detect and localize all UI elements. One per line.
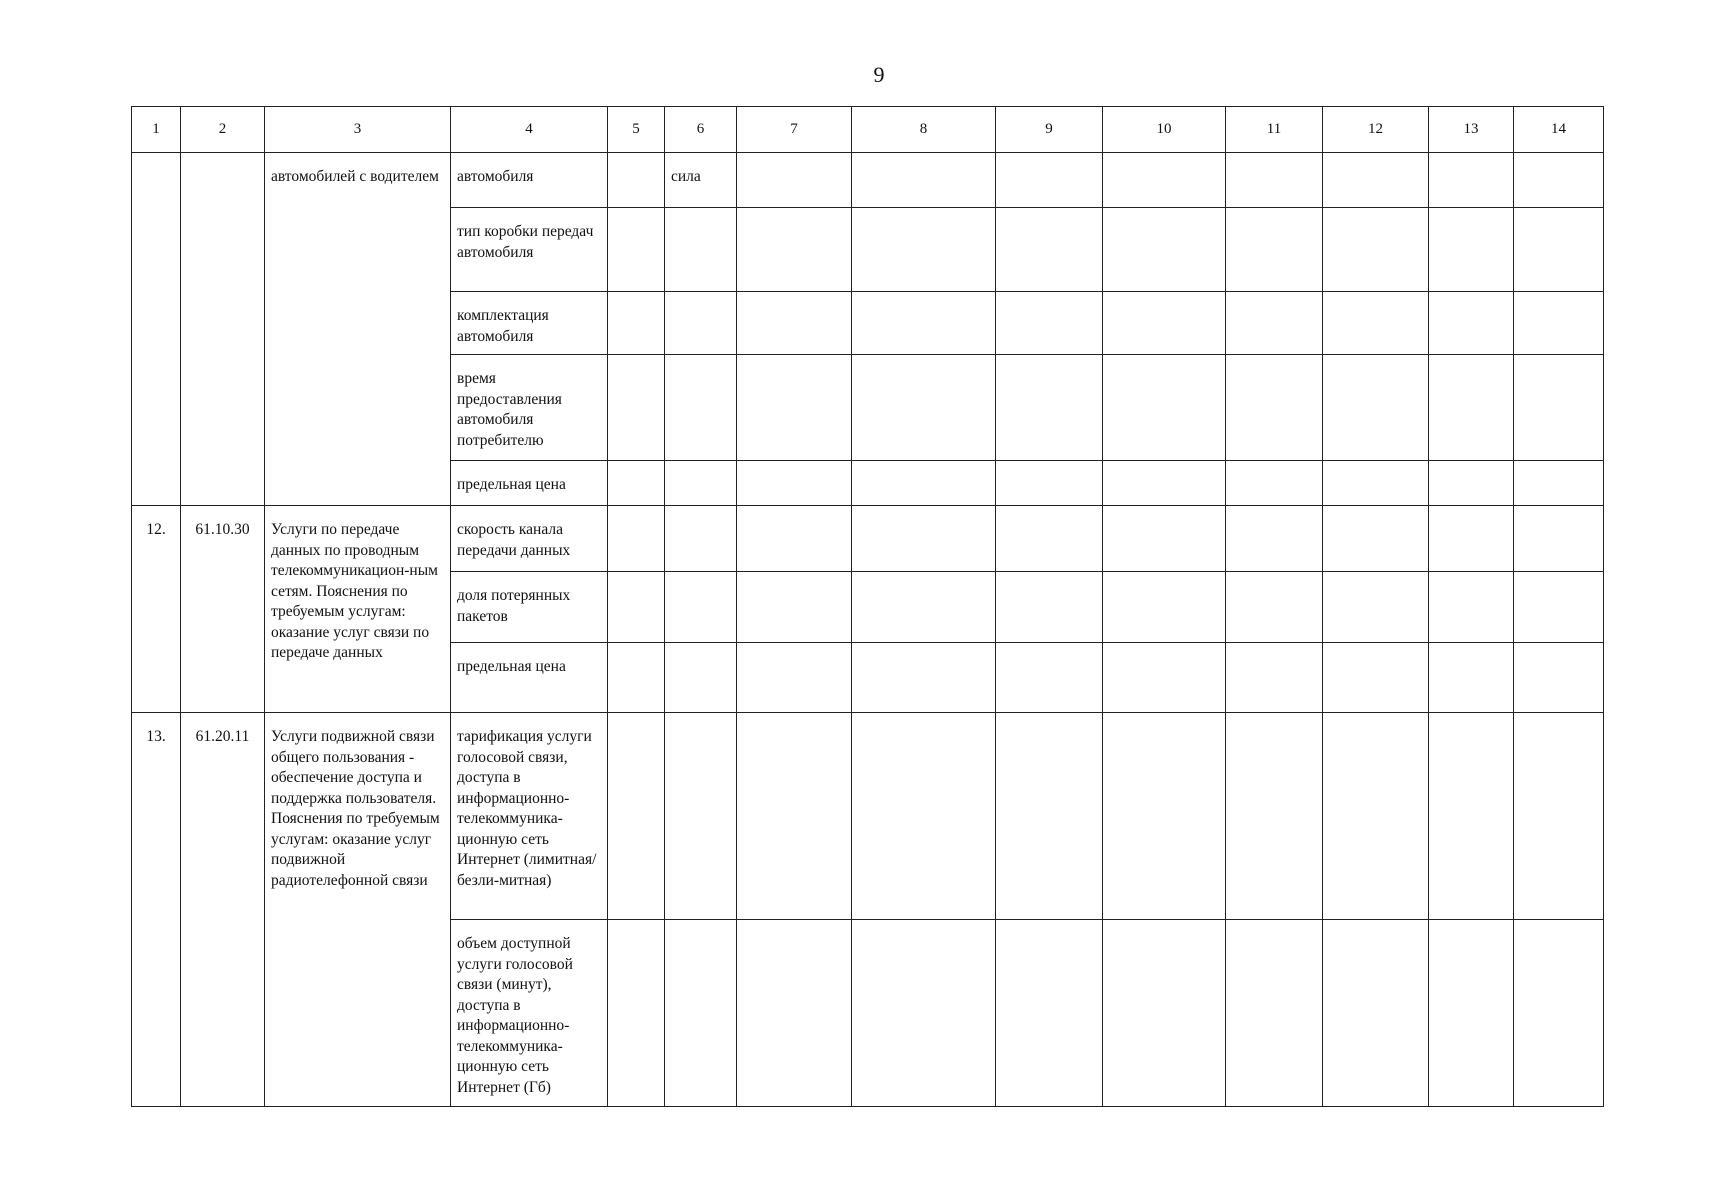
empty-cell xyxy=(1226,292,1323,355)
row-number-cell: 12. xyxy=(132,506,181,713)
empty-cell xyxy=(1514,713,1604,920)
characteristic-cell: скорость канала передачи данных xyxy=(451,506,608,572)
empty-cell xyxy=(996,355,1103,461)
column-header: 14 xyxy=(1514,107,1604,153)
empty-cell xyxy=(1103,355,1226,461)
empty-cell xyxy=(1323,643,1429,713)
table-row xyxy=(132,153,1604,208)
empty-cell xyxy=(1323,713,1429,920)
empty-cell xyxy=(1103,292,1226,355)
empty-cell xyxy=(737,208,852,292)
empty-cell xyxy=(1429,643,1514,713)
empty-cell xyxy=(608,572,665,643)
empty-cell xyxy=(996,208,1103,292)
empty-cell xyxy=(1323,208,1429,292)
empty-cell xyxy=(1429,208,1514,292)
row-number-cell: 13. xyxy=(132,713,181,1107)
column-header: 9 xyxy=(996,107,1103,153)
empty-cell xyxy=(996,572,1103,643)
empty-cell xyxy=(1429,153,1514,208)
empty-cell xyxy=(737,153,852,208)
empty-cell xyxy=(996,506,1103,572)
empty-cell xyxy=(737,920,852,1107)
empty-cell xyxy=(852,461,996,506)
column-header: 10 xyxy=(1103,107,1226,153)
column-header: 13 xyxy=(1429,107,1514,153)
empty-cell xyxy=(852,713,996,920)
empty-cell xyxy=(1323,153,1429,208)
characteristic-cell: комплектация автомобиля xyxy=(451,292,608,355)
requirements-table xyxy=(131,106,1604,1107)
empty-cell xyxy=(996,713,1103,920)
empty-cell xyxy=(1514,643,1604,713)
characteristic-cell: объем доступной услуги голосовой связи (минут), доступа в информационно-телекоммуника-ционную сеть Интернет (Гб) xyxy=(451,920,608,1107)
empty-cell xyxy=(737,292,852,355)
empty-cell xyxy=(1429,920,1514,1107)
column-header: 12 xyxy=(1323,107,1429,153)
header-row xyxy=(132,107,1604,153)
empty-cell xyxy=(996,920,1103,1107)
empty-cell xyxy=(608,920,665,1107)
empty-cell xyxy=(1226,713,1323,920)
empty-cell xyxy=(608,153,665,208)
empty-cell xyxy=(852,153,996,208)
empty-cell xyxy=(1514,461,1604,506)
empty-cell xyxy=(1514,292,1604,355)
empty-cell xyxy=(1226,643,1323,713)
table-row xyxy=(132,506,1604,572)
empty-cell xyxy=(1429,506,1514,572)
empty-cell xyxy=(608,461,665,506)
empty-cell xyxy=(737,713,852,920)
empty-cell xyxy=(737,506,852,572)
empty-cell xyxy=(1323,355,1429,461)
service-cell: Услуги по передаче данных по проводным телекоммуникацион-ным сетям. Пояснения по требуемым услугам: оказание услуг связи по передаче данных xyxy=(265,506,451,713)
empty-cell xyxy=(1514,153,1604,208)
empty-cell xyxy=(852,506,996,572)
column-header: 6 xyxy=(665,107,737,153)
characteristic-cell: автомобиля xyxy=(451,153,608,208)
empty-cell xyxy=(1323,292,1429,355)
empty-cell xyxy=(1103,208,1226,292)
empty-cell xyxy=(608,506,665,572)
empty-cell xyxy=(1429,713,1514,920)
empty-cell xyxy=(737,643,852,713)
characteristic-cell: предельная цена xyxy=(451,461,608,506)
column-header: 8 xyxy=(852,107,996,153)
column-header: 3 xyxy=(265,107,451,153)
row-number-cell xyxy=(132,153,181,506)
empty-cell xyxy=(1226,506,1323,572)
empty-cell xyxy=(1226,153,1323,208)
empty-cell xyxy=(1103,153,1226,208)
code-cell: 61.10.30 xyxy=(181,506,265,713)
column-header: 5 xyxy=(608,107,665,153)
column-header: 2 xyxy=(181,107,265,153)
column-header: 11 xyxy=(1226,107,1323,153)
empty-cell xyxy=(1323,920,1429,1107)
page-number: 9 xyxy=(873,62,885,87)
empty-cell xyxy=(852,208,996,292)
empty-cell xyxy=(1514,506,1604,572)
empty-cell xyxy=(1226,572,1323,643)
empty-cell xyxy=(1514,572,1604,643)
empty-cell xyxy=(1429,355,1514,461)
code-cell xyxy=(181,153,265,506)
characteristic-cell: тарификация услуги голосовой связи, доступа в информационно-телекоммуника-ционную сеть Интернет (лимитная/безли-митная) xyxy=(451,713,608,920)
column-header: 7 xyxy=(737,107,852,153)
empty-cell xyxy=(1226,208,1323,292)
empty-cell xyxy=(608,208,665,292)
empty-cell xyxy=(665,292,737,355)
characteristic-cell: доля потерянных пакетов xyxy=(451,572,608,643)
empty-cell xyxy=(665,355,737,461)
empty-cell xyxy=(665,713,737,920)
column-header: 4 xyxy=(451,107,608,153)
empty-cell xyxy=(608,713,665,920)
empty-cell xyxy=(665,920,737,1107)
empty-cell xyxy=(1103,713,1226,920)
empty-cell xyxy=(1514,920,1604,1107)
empty-cell xyxy=(852,355,996,461)
empty-cell xyxy=(665,643,737,713)
value-cell: сила xyxy=(665,153,737,208)
empty-cell xyxy=(1226,355,1323,461)
empty-cell xyxy=(996,643,1103,713)
characteristic-cell: время предоставления автомобиля потребителю xyxy=(451,355,608,461)
code-cell: 61.20.11 xyxy=(181,713,265,1107)
empty-cell xyxy=(996,153,1103,208)
empty-cell xyxy=(1103,920,1226,1107)
empty-cell xyxy=(1429,292,1514,355)
empty-cell xyxy=(608,292,665,355)
service-cell: автомобилей с водителем xyxy=(265,153,451,506)
empty-cell xyxy=(1514,355,1604,461)
characteristic-cell: предельная цена xyxy=(451,643,608,713)
empty-cell xyxy=(665,506,737,572)
empty-cell xyxy=(1103,461,1226,506)
table-row xyxy=(132,713,1604,920)
empty-cell xyxy=(665,461,737,506)
empty-cell xyxy=(665,572,737,643)
empty-cell xyxy=(1323,572,1429,643)
empty-cell xyxy=(996,292,1103,355)
empty-cell xyxy=(852,643,996,713)
empty-cell xyxy=(1323,506,1429,572)
empty-cell xyxy=(665,208,737,292)
service-cell: Услуги подвижной связи общего пользования - обеспечение доступа и поддержка пользователя. Пояснения по требуемым услугам: оказание услуг подвижной радиотелефонной связи xyxy=(265,713,451,1107)
empty-cell xyxy=(996,461,1103,506)
column-header: 1 xyxy=(132,107,181,153)
empty-cell xyxy=(1103,572,1226,643)
empty-cell xyxy=(608,355,665,461)
empty-cell xyxy=(1226,461,1323,506)
empty-cell xyxy=(737,572,852,643)
characteristic-cell: тип коробки передач автомобиля xyxy=(451,208,608,292)
empty-cell xyxy=(1514,208,1604,292)
empty-cell xyxy=(1323,461,1429,506)
empty-cell xyxy=(1429,461,1514,506)
empty-cell xyxy=(852,292,996,355)
empty-cell xyxy=(1429,572,1514,643)
empty-cell xyxy=(737,461,852,506)
empty-cell xyxy=(852,572,996,643)
empty-cell xyxy=(608,643,665,713)
empty-cell xyxy=(1226,920,1323,1107)
empty-cell xyxy=(1103,506,1226,572)
empty-cell xyxy=(737,355,852,461)
empty-cell xyxy=(1103,643,1226,713)
empty-cell xyxy=(852,920,996,1107)
